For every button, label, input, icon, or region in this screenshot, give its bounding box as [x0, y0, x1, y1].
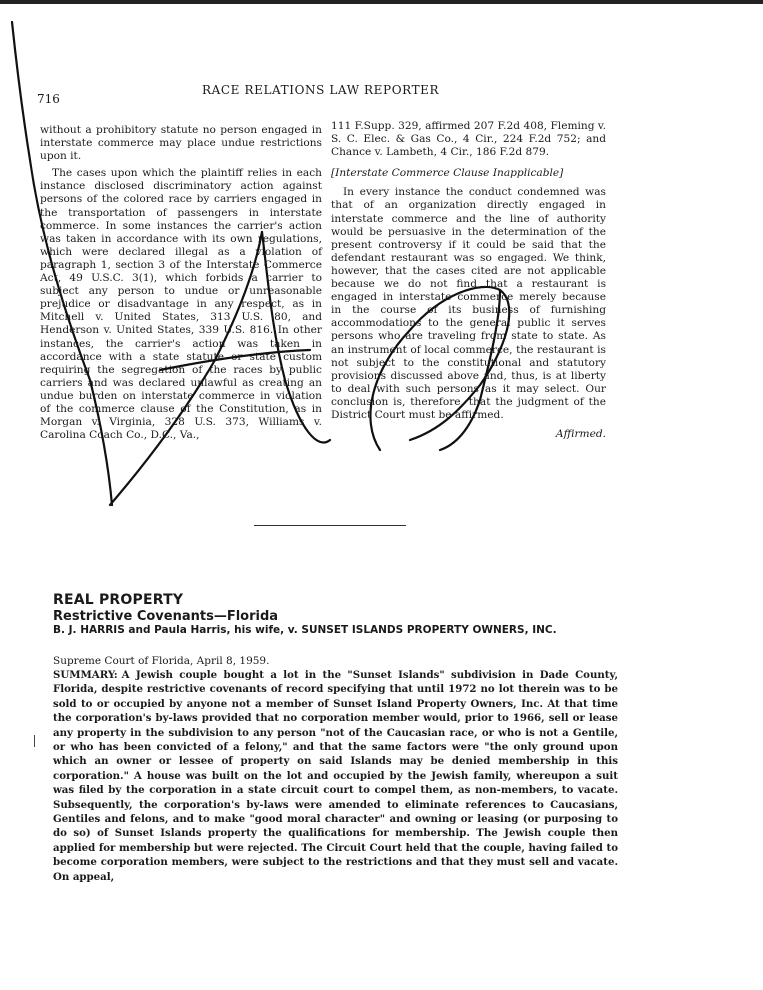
page-number: 716	[37, 92, 60, 106]
left-paragraph-2: The cases upon which the plaintiff relies in each instance disclosed discriminatory action against persons of the colored race by carriers engaged in the transportation of passengers in interstate commerce. In some instances the carrier's action was taken in accordance with its own regulations, which were declared illegal as a violation of paragraph 1, section 3 of the Interstate Commerce Act, 49 U.S.C. 3(1), which forbids a carrier to subject any person to undue or unreasonable prejudice or disadvantage in any respect, as in Mitchell v. United States, 313 U.S. 80, and Henderson v. United States, 339 U.S. 816. In other instances, the carrier's action was taken in accordance with a state statute or state custom requiring the segregation of the races by public carriers and was declared unlawful as creating an undue burden on interstate commerce in violation of the commerce clause of the Constitution, as in Morgan v. Virginia, 328 U.S. 373, Williams v. Carolina Coach Co., D.C., Va.,	[40, 167, 322, 442]
summary-text: A Jewish couple bought a lot in the "Sunset Islands" subdivision in Dade County, Florida, despite restrictive covenants of record specifying that until 1972 no lot therein was to be sold to or occupied by anyone not a member of Sunset Island Property Owners, Inc. At that time the corporation's by-laws provided that no corporation member would, prior to 1966, sell or lease any property in the subdivision to any person "not of the Caucasian race, or who is not a Gentile, or who has been convicted of a felony," and that the same factors were "the only ground upon which an owner or lessee of property on said Islands may be denied membership in this corporation." A house was built on the lot and occupied by the Jewish family, whereupon a suit was filed by the corporation in a state circuit court to compel them, as non-members, to vacate. Subsequently, the corporation's by-laws were amended to eliminate references to Caucasians, Gentiles and felons, and to make "good moral character" and owning or leasing (or purposing to do so) of Sunset Islands property the qualifications for membership. The Jewish couple then applied for membership but were rejected. The Circuit Court held that the couple, having failed to become corporation members, were subject to the restrictions and that they must sell and vacate. On appeal,	[53, 669, 618, 883]
summary-lead: SUMMARY:	[53, 669, 118, 681]
right-subheading: [Interstate Commerce Clause Inapplicable]	[331, 167, 564, 180]
left-paragraph-1: without a prohibitory statute no person engaged in interstate commerce may place undue restrictions upon it.	[40, 124, 322, 163]
right-column	[331, 120, 606, 445]
affirmed-label: Affirmed.	[555, 428, 606, 441]
scan-top-border	[0, 0, 763, 4]
case-title: B. J. HARRIS and Paula Harris, his wife, v. SUNSET ISLANDS PROPERTY OWNERS, INC.	[53, 624, 557, 636]
right-paragraph-1: 111 F.Supp. 329, affirmed 207 F.2d 408, Fleming v. S. C. Elec. & Gas Co., 4 Cir., 224 F.2d 752; and Chance v. Lambeth, 4 Cir., 186 F.2d 879.	[331, 120, 606, 159]
right-paragraph-2: In every instance the conduct condemned was that of an organization directly engaged in interstate commerce and the line of authority would be persuasive in the determination of the present controversy if it could be said that the defendant restaurant was so engaged. We think, however, that the cases cited are not applicable because we do not find that a restaurant is engaged in interstate commerce merely because in the course of its business of furnishing accommodations to the general public it serves persons who are traveling from state to state. As an instrument of local commerce, the restaurant is not subject to the constitutional and statutory provisions discussed above and, thus, is at liberty to deal with such persons as it may select. Our conclusion is, therefore, that the judgment of the District Court must be affirmed.	[331, 186, 606, 421]
section-subheading: Restrictive Covenants—Florida	[53, 609, 279, 624]
court-date: Supreme Court of Florida, April 8, 1959.	[53, 655, 270, 667]
case-summary	[53, 668, 618, 884]
section-heading: REAL PROPERTY	[53, 592, 184, 608]
margin-mark	[34, 735, 39, 747]
left-column	[40, 124, 322, 446]
section-divider	[254, 525, 406, 526]
running-header: RACE RELATIONS LAW REPORTER	[202, 83, 440, 97]
